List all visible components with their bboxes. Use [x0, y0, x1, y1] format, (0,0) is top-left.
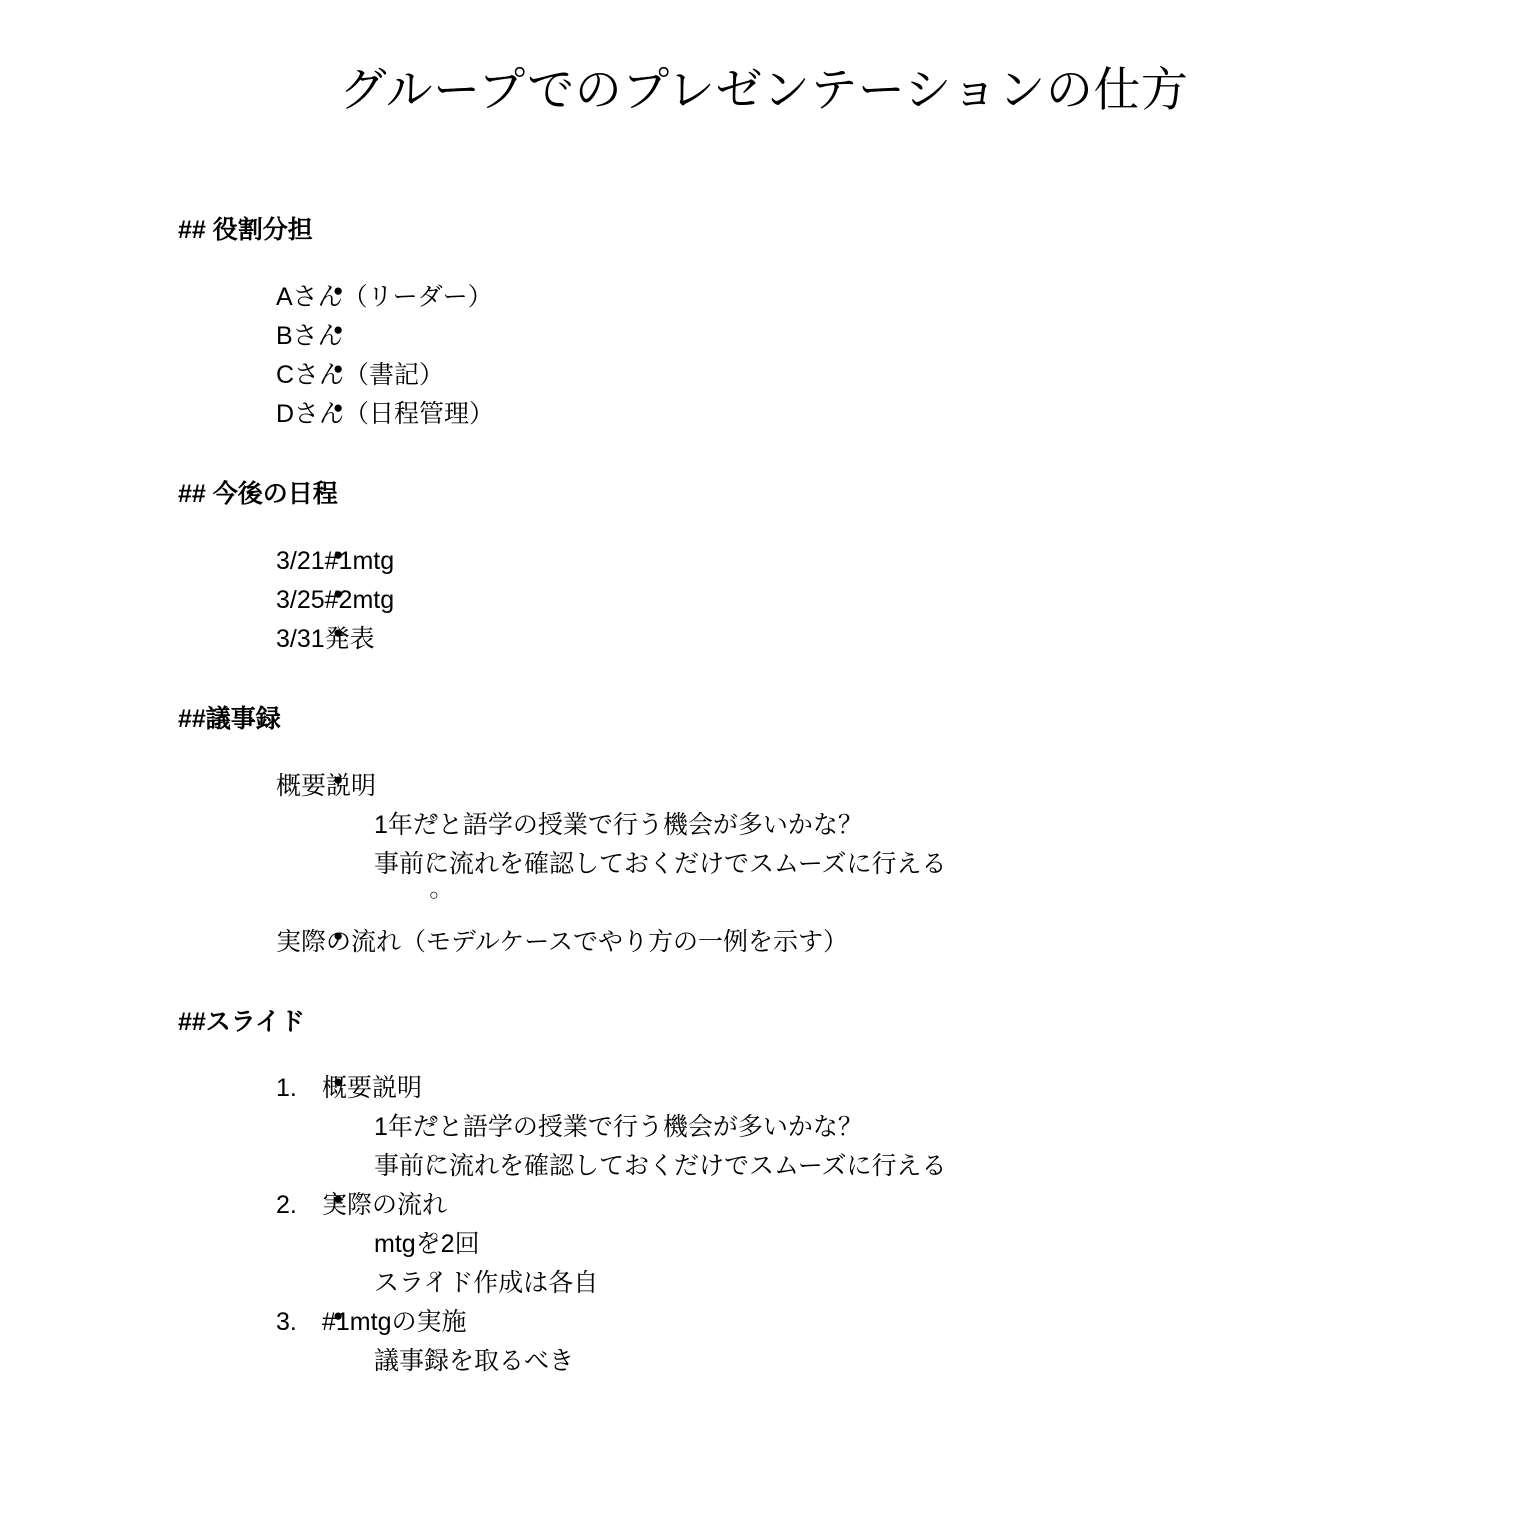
page-title: グループでのプレゼンテーションの仕方: [339, 63, 1189, 116]
sub-list-item-label: ○ 議事録を取るべき: [374, 1342, 1408, 1381]
sub-bullet-list: [276, 1108, 1408, 1186]
list-item: [178, 395, 1408, 434]
section-minutes: [178, 703, 1408, 962]
list-item: [178, 1186, 1408, 1303]
sub-list-item: [276, 1264, 1408, 1303]
list-item-label: ● 3/25#2mtg: [276, 581, 1408, 620]
sub-list-item: [276, 1342, 1408, 1381]
section-schedule: [178, 478, 1408, 659]
list-item-label: [276, 1186, 1408, 1225]
spacer: [178, 434, 1408, 478]
sub-list-item-label: ○ 事前に流れを確認しておくだけでスムーズに行える: [374, 845, 1408, 884]
section-heading: ## 今後の日程: [178, 480, 338, 509]
list-item: [178, 356, 1408, 395]
list-item-label: ● 概要説明: [276, 767, 1408, 806]
section-slides: [178, 1006, 1408, 1382]
sub-list-item: [276, 1108, 1408, 1147]
list-item-number: 3.: [276, 1308, 297, 1337]
sub-list-item-label: ○ 1年だと語学の授業で行う機会が多いかな？: [374, 806, 1408, 845]
sub-bullet-list: [276, 1342, 1408, 1381]
list-item: [178, 620, 1408, 659]
spacer: [178, 248, 1408, 278]
list-item-number: 2.: [276, 1191, 297, 1220]
list-item: [178, 317, 1408, 356]
spacer: [178, 1039, 1408, 1069]
list-item-label: ● Bさん: [276, 317, 1408, 356]
list-item-label: [276, 1303, 1408, 1342]
section-role-assignment: [178, 214, 1408, 434]
sub-bullet-list: [276, 806, 1408, 923]
sub-list-item-label: [374, 884, 1408, 923]
document-body: [0, 214, 1528, 1381]
spacer: [178, 962, 1408, 1006]
spacer: [178, 659, 1408, 703]
list-item-label: ● 3/21#1mtg: [276, 542, 1408, 581]
sub-list-item-label: ○ 事前に流れを確認しておくだけでスムーズに行える: [374, 1147, 1408, 1186]
list-item: [178, 278, 1408, 317]
sub-list-item-label: ○ 1年だと語学の授業で行う機会が多いかな？: [374, 1108, 1408, 1147]
sub-list-item-label: ○ スライド作成は各自: [374, 1264, 1408, 1303]
list-item-label: ● Aさん（リーダー）: [276, 278, 1408, 317]
list-item: [178, 542, 1408, 581]
list-item-label: ● Dさん（日程管理）: [276, 395, 1408, 434]
list-item-text: #1mtgの実施: [322, 1308, 467, 1337]
section-heading: ##議事録: [178, 704, 281, 733]
list-item: [178, 767, 1408, 923]
sub-bullet-list: [276, 1225, 1408, 1303]
list-item: [178, 581, 1408, 620]
list-item-number: 1.: [276, 1074, 297, 1103]
bullet-list: [178, 542, 1408, 659]
list-item-label: ● 実際の流れ（モデルケースでやり方の一例を示す）: [276, 923, 1408, 962]
list-item-label: [276, 1069, 1408, 1108]
section-heading: ## 役割分担: [178, 216, 313, 245]
list-item: [178, 1303, 1408, 1381]
bullet-list: [178, 767, 1408, 962]
sub-list-item-label: ○ mtgを2回: [374, 1225, 1408, 1264]
spacer: [178, 512, 1408, 542]
bullet-list: [178, 1069, 1408, 1381]
sub-list-item: [276, 884, 1408, 923]
sub-list-item: [276, 845, 1408, 884]
list-item-label: ● Cさん（書記）: [276, 356, 1408, 395]
spacer: [178, 737, 1408, 767]
section-heading: ##スライド: [178, 1007, 306, 1036]
list-item-label: ● 3/31発表: [276, 620, 1408, 659]
list-item: [178, 923, 1408, 962]
sub-list-item: [276, 1147, 1408, 1186]
sub-list-item: [276, 806, 1408, 845]
list-item-text: 実際の流れ: [322, 1191, 448, 1220]
list-item-text: 概要説明: [322, 1074, 423, 1103]
list-item: [178, 1069, 1408, 1186]
sub-list-item: [276, 1225, 1408, 1264]
bullet-list: [178, 278, 1408, 434]
